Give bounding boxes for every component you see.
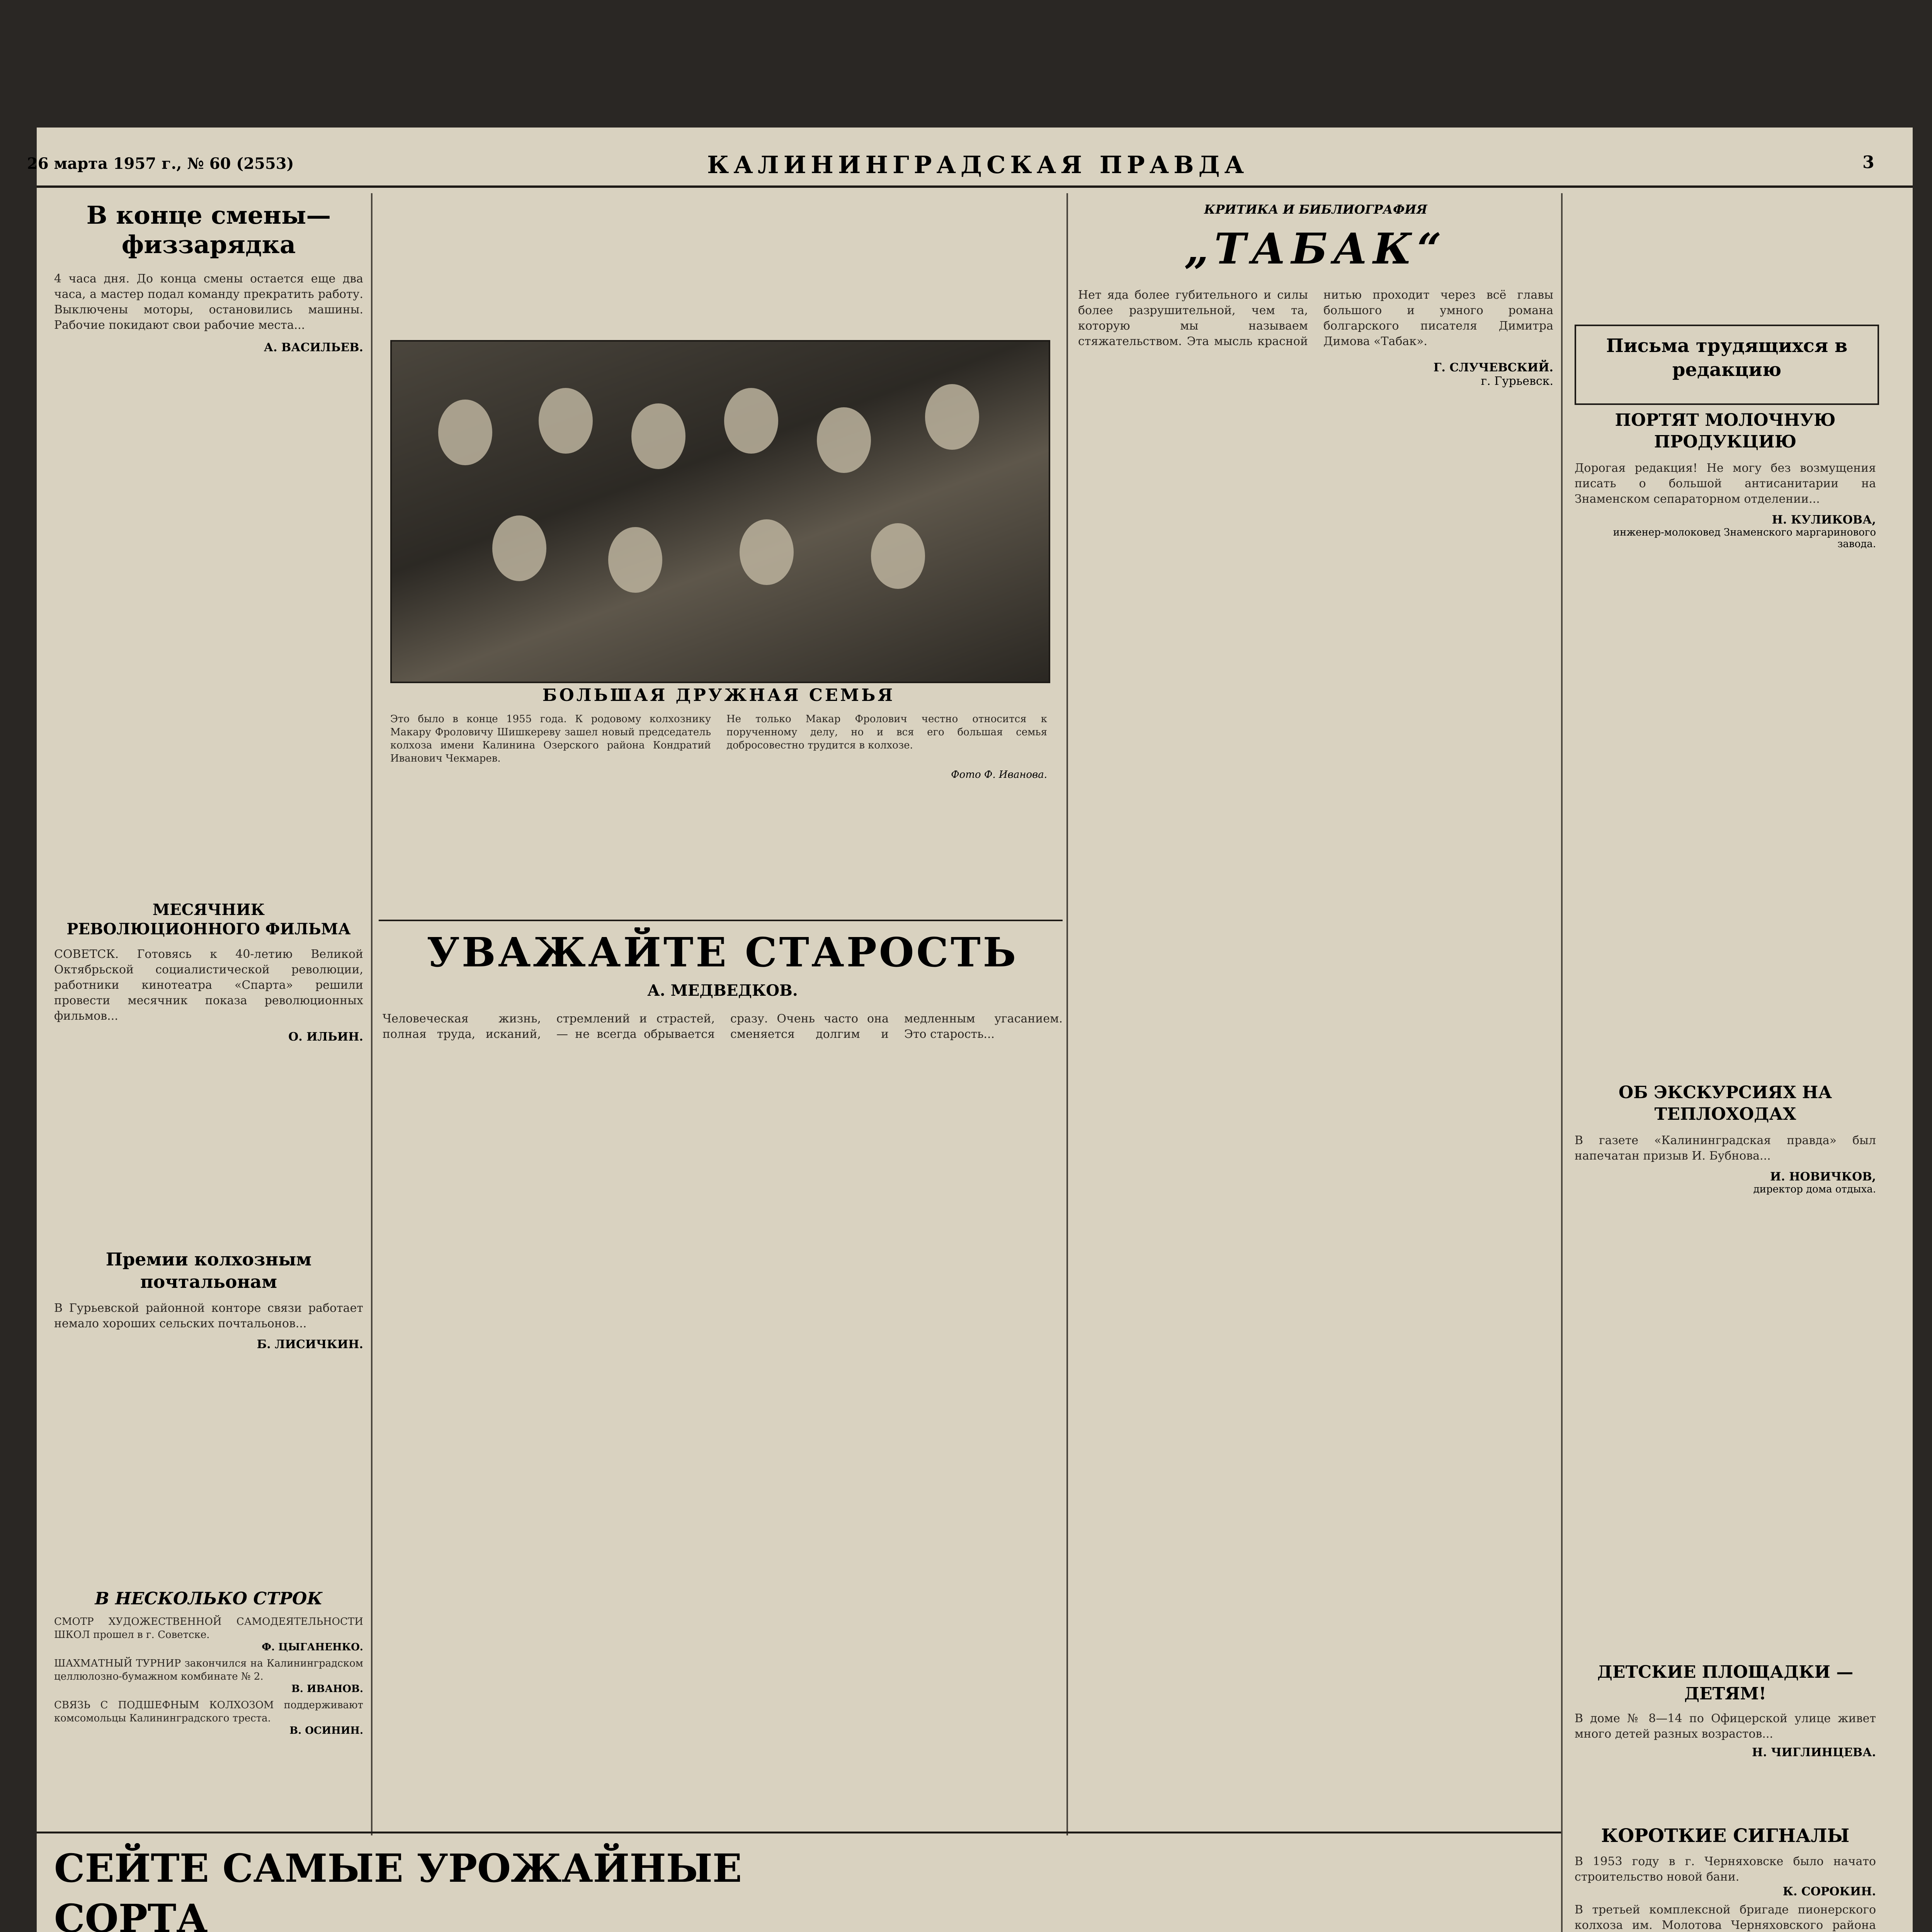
article-body: В газете «Калининградская правда» был напечатан призыв И. Бубнова... [1575, 1134, 1876, 1163]
uvazhaite-article [383, 927, 1063, 1824]
article-body: Нет яда более губительного и силы более разрушительной, чем та, которую мы называем стяжательством. Эта мысль красной нитью проходит через всё главы большого и умного романа болгарского писателя Димитра Димова «Табак». [1078, 288, 1553, 348]
signal-item: В 1953 году в г. Черняховске было начато строительство новой бани. [1575, 1855, 1876, 1884]
news-item: СМОТР ХУДОЖЕСТВЕННОЙ САМОДЕЯТЕЛЬНОСТИ ШКОЛ прошел в г. Советске. [54, 1616, 363, 1641]
article-signature: И. НОВИЧКОВ, [1770, 1170, 1876, 1184]
page-number: 3 [1862, 153, 1874, 172]
letters-heading: Письма трудящихся в редакцию [1606, 335, 1848, 381]
article-body: Дорогая редакция! Не могу без возмущения писать о большой антисанитарии на Знаменском сепараторном отделении... [1575, 461, 1876, 506]
article-heading: В НЕСКОЛЬКО СТРОК [95, 1589, 323, 1609]
signal-item: В третьей комплексной бригаде пионерского колхоза им. Молотова Черняховского района [1575, 1903, 1876, 1932]
photo-figure [438, 400, 492, 465]
fizzariadka-article [54, 201, 363, 889]
rubric: КРИТИКА И БИБЛИОГРАФИЯ [1204, 202, 1427, 217]
article-role: инженер-молоковед Знаменского маргаринового завода. [1613, 527, 1876, 550]
newspaper-title: КАЛИНИНГРАДСКАЯ ПРАВДА [707, 151, 1249, 179]
article-signature: Б. ЛИСИЧКИН. [257, 1338, 363, 1351]
photo-figure [871, 523, 925, 589]
photo-figure [539, 388, 593, 454]
news-signature: Ф. ЦЫГАНЕНКО. [262, 1641, 363, 1653]
article-body: В Гурьевской районной конторе связи работает немало хороших сельских почтальонов... [54, 1301, 363, 1330]
article-heading: СЕЙТЕ САМЫЕ УРОЖАЙНЫЕ СОРТА [54, 1845, 742, 1932]
article-signature: А. ВАСИЛЬЕВ. [264, 341, 363, 354]
column-divider [1066, 193, 1068, 1835]
photo-credit: Фото Ф. Иванова. [951, 769, 1047, 781]
article-heading: Премии колхозным почтальонам [105, 1249, 312, 1292]
photo-figure [724, 388, 778, 454]
seite-article [54, 1843, 1553, 1932]
header-rule [37, 185, 1913, 188]
article-body: Человеческая жизнь, полная труда, исканий, стремлений и страстей,— не всегда обрывается сразу. Очень часто она сменяется долгим и медленным угасанием. Это старость... [383, 1012, 1063, 1041]
caption-left: Это было в конце 1955 года. К родовому колхознику Макару Фроловичу Шишкереву зашел новый председатель колхоза имени Калинина Озерского района Кондратий Иванович Чекмарев. [390, 713, 711, 764]
photo-figure [925, 384, 979, 450]
neskolko-strok [54, 1588, 363, 1828]
letters-header-box [1575, 325, 1879, 405]
article-heading: ПОРТЯТ МОЛОЧНУЮ ПРОДУКЦИЮ [1615, 410, 1836, 452]
photo-figure [608, 527, 662, 593]
news-signature: В. ОСИНИН. [289, 1725, 363, 1736]
article-signature: Г. СЛУЧЕВСКИЙ. [1433, 361, 1553, 374]
premii-article [54, 1248, 363, 1580]
section-rule [37, 1832, 1561, 1833]
article-signature: Н. КУЛИКОВА, [1772, 513, 1876, 527]
section-rule [379, 920, 1063, 921]
news-signature: В. ИВАНОВ. [291, 1683, 363, 1695]
article-location: г. Гурьевск. [1481, 374, 1553, 388]
article-body: СОВЕТСК. Готовясь к 40-летию Великой Октябрьской социалистической революции, работники кинотеатра «Спарта» решили провести месячник показа революционных фильмов... [54, 947, 363, 1023]
film-month-article [54, 900, 363, 1233]
milk-letter [1575, 410, 1876, 1066]
article-heading: ДЕТСКИЕ ПЛОЩАДКИ — ДЕТЯМ! [1597, 1662, 1854, 1704]
photo-figure [492, 515, 546, 581]
short-signals [1575, 1824, 1876, 1932]
signal-signature: К. СОРОКИН. [1782, 1885, 1876, 1898]
news-item: СВЯЗЬ С ПОДШЕФНЫМ КОЛХОЗОМ поддерживают комсомольцы Калининградского треста. [54, 1699, 363, 1724]
family-photo [390, 340, 1050, 683]
article-heading: „ТАБАК“ [1184, 224, 1447, 274]
article-role: директор дома отдыха. [1753, 1184, 1876, 1195]
article-author: А. МЕДВЕДКОВ. [647, 981, 798, 1000]
tabak-review [1078, 201, 1553, 1828]
issue-date: 26 марта 1957 г., № 60 (2553) [27, 155, 294, 173]
caption-right: Не только Макар Фролович честно относится к порученному делу, но и вся его большая семья добросовестно трудится в колхозе. [726, 713, 1047, 751]
article-signature: О. ИЛЬИН. [288, 1030, 363, 1044]
photo-figure [817, 407, 871, 473]
article-body: В доме № 8—14 по Офицерской улице живет много детей разных возрастов... [1575, 1712, 1876, 1741]
article-heading: В конце смены— физзарядка [86, 201, 331, 259]
excursion-letter [1575, 1082, 1876, 1662]
photo-caption [390, 684, 1047, 900]
article-heading: КОРОТКИЕ СИГНАЛЫ [1601, 1825, 1850, 1847]
column-divider [371, 193, 372, 1835]
article-body: 4 часа дня. До конца смены остается еще два часа, а мастер подал команду прекратить работу. Выключены моторы, остановились машины. Рабочие покидают свои рабочие места... [54, 272, 363, 332]
news-item: ШАХМАТНЫЙ ТУРНИР закончился на Калининградском целлюлозно-бумажном комбинате № 2. [54, 1658, 363, 1682]
caption-title: БОЛЬШАЯ ДРУЖНАЯ СЕМЬЯ [542, 685, 895, 705]
article-heading: УВАЖАЙТЕ СТАРОСТЬ [427, 929, 1019, 976]
column-divider [1561, 193, 1563, 1932]
article-heading: МЕСЯЧНИК РЕВОЛЮЦИОННОГО ФИЛЬМА [66, 901, 351, 938]
photo-figure [631, 403, 685, 469]
playgrounds-letter [1575, 1662, 1876, 1808]
article-signature: Н. ЧИГЛИНЦЕВА. [1752, 1746, 1876, 1759]
article-heading: ОБ ЭКСКУРСИЯХ НА ТЕПЛОХОДАХ [1618, 1083, 1832, 1124]
photo-figure [740, 519, 794, 585]
